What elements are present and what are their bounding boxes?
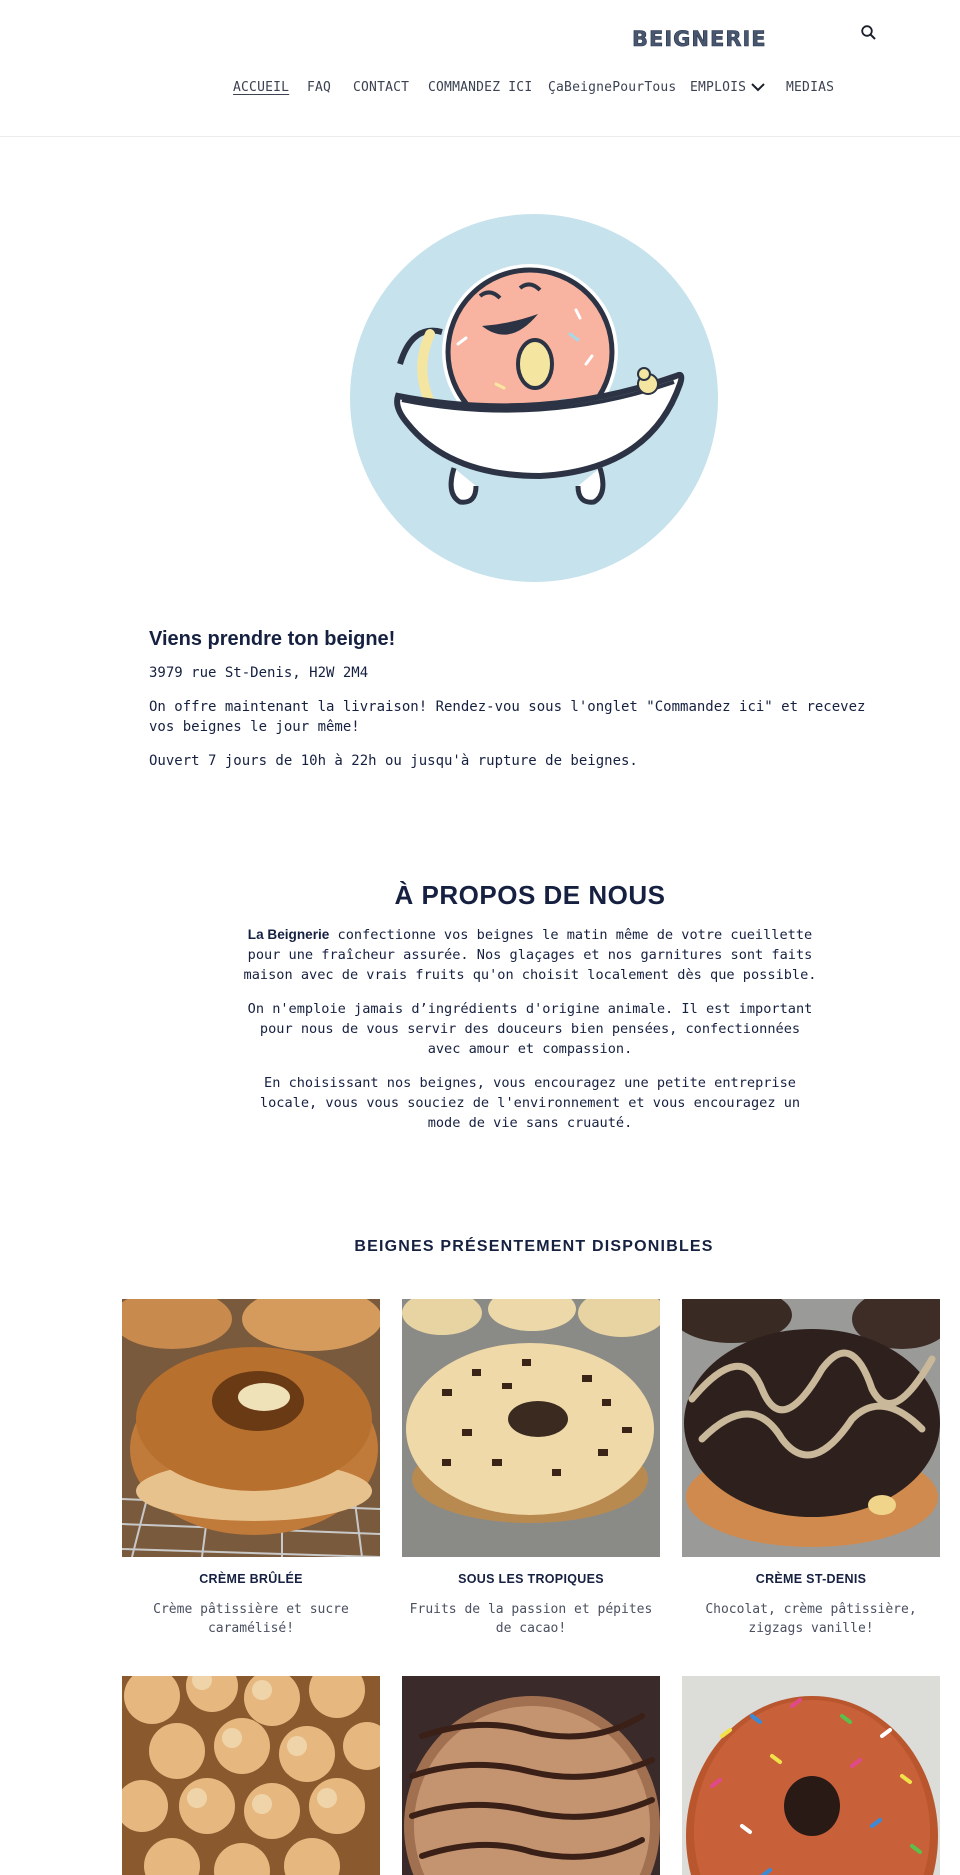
visit-title: Viens prendre ton beigne! — [149, 628, 396, 650]
product-image-creme-st-denis[interactable] — [682, 1299, 940, 1557]
nav-item-cabeignepourtous[interactable]: ÇaBeignePourTous — [548, 80, 677, 95]
product-card[interactable] — [682, 1676, 940, 1875]
brand-name: La Beignerie — [247, 927, 330, 942]
about-paragraph-2: On n'emploie jamais d’ingrédients d'origine animale. Il est important pour nous de vous servir des douceurs bien pensées, confectionnées avec amour et compassion. — [247, 1001, 813, 1057]
address: 3979 rue St-Denis, H2W 2M4 — [149, 665, 369, 681]
about-paragraph-3: En choisissant nos beignes, vous encouragez une petite entreprise locale, vous vous souciez de l'environnement et vous encouragez un mode de vie sans cruauté. — [259, 1075, 801, 1131]
nav-item-emplois[interactable] — [690, 80, 766, 95]
visit-info — [149, 625, 889, 771]
product-name: CRÈME BRÛLÉE — [199, 1572, 303, 1586]
product-card[interactable] — [122, 1299, 380, 1638]
product-name: SOUS LES TROPIQUES — [458, 1572, 604, 1586]
product-image-sprinkle-donut[interactable] — [682, 1676, 940, 1875]
search-button[interactable] — [860, 24, 882, 46]
nav-item-medias[interactable]: MEDIAS — [786, 80, 835, 95]
nav-item-commandez-ici[interactable]: COMMANDEZ ICI — [428, 80, 533, 95]
product-image-creme-brulee[interactable] — [122, 1299, 380, 1557]
about-paragraph-1 — [240, 925, 820, 985]
logo-text: BEIGNERIE — [632, 27, 767, 51]
site-logo[interactable] — [632, 27, 767, 57]
product-image-sous-les-tropiques[interactable] — [402, 1299, 660, 1557]
nav-item-contact[interactable]: CONTACT — [353, 80, 410, 95]
product-card[interactable] — [402, 1676, 660, 1875]
nav-item-emplois-label: EMPLOIS — [690, 80, 747, 95]
delivery-text: On offre maintenant la livraison! Rendez-vou sous l'onglet "Commandez ici" et recevez vos beignes le jour même! — [149, 699, 866, 735]
product-image-donut-holes[interactable] — [122, 1676, 380, 1875]
search-icon — [860, 24, 878, 42]
hours-text: Ouvert 7 jours de 10h à 22h ou jusqu'à rupture de beignes. — [149, 753, 638, 769]
about-paragraph-1-text: confectionne vos beignes le matin même de votre cueillette pour une fraîcheur assurée. Nos glaçages et nos garnitures sont faits maison avec de vrais fruits qu'on choisit localement dès que possible. — [243, 927, 817, 983]
product-image-coconut-chocolate[interactable] — [402, 1676, 660, 1875]
product-description: Chocolat, crème pâtissière, zigzags vanille! — [705, 1602, 917, 1636]
about-title: À PROPOS DE NOUS — [394, 880, 666, 910]
product-name: CRÈME ST-DENIS — [755, 1572, 867, 1586]
nav-item-faq[interactable]: FAQ — [307, 80, 332, 95]
product-description: Fruits de la passion et pépites de cacao! — [409, 1602, 653, 1636]
chevron-down-icon — [750, 81, 766, 93]
product-card[interactable] — [682, 1299, 940, 1638]
product-description: Crème pâtissière et sucre caramélisé! — [153, 1602, 349, 1636]
site-header — [0, 0, 960, 137]
hero-illustration — [350, 214, 718, 582]
nav-item-accueil[interactable]: ACCUEIL — [233, 80, 290, 95]
main-nav — [0, 80, 960, 100]
product-card[interactable] — [402, 1299, 660, 1638]
product-card[interactable] — [122, 1676, 380, 1875]
products-title: BEIGNES PRÉSENTEMENT DISPONIBLES — [354, 1238, 714, 1255]
about-section — [240, 878, 820, 1133]
